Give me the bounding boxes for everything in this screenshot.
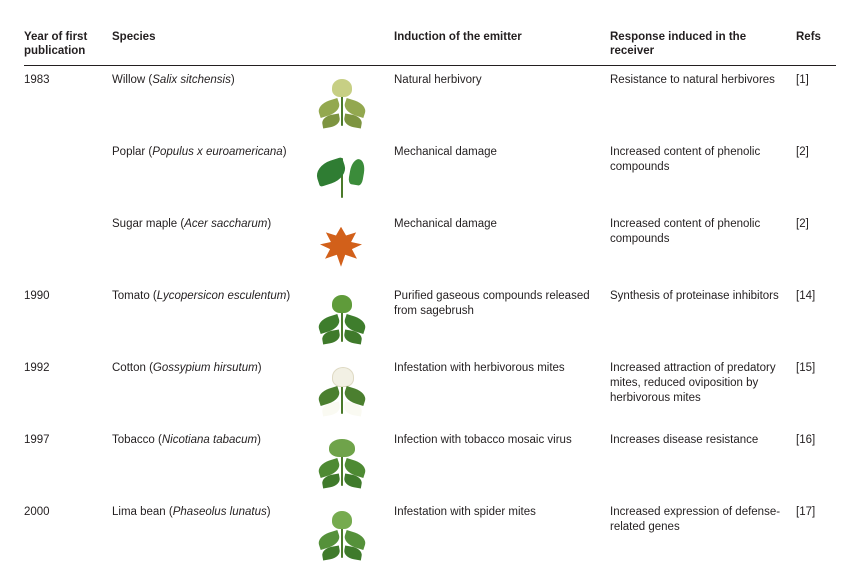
cell-year: 1997 [24, 433, 50, 446]
species-paren-close: ) [286, 289, 291, 302]
cell-induction: Mechanical damage [394, 217, 497, 230]
species-paren-close: ) [257, 361, 262, 374]
species-paren-close: ) [257, 433, 261, 446]
cell-refs[interactable]: [17] [796, 505, 816, 518]
cell-induction: Natural herbivory [394, 73, 482, 86]
cell-induction: Infestation with spider mites [394, 505, 536, 518]
species-latin-name: Nicotiana tabacum [161, 433, 258, 446]
cell-response: Increases disease resistance [610, 433, 759, 446]
species-latin-name: Gossypium hirsutum [152, 361, 258, 374]
column-header-response: Response induced in the receiver [610, 31, 747, 58]
table-row [24, 138, 836, 210]
species-paren-close: ) [266, 505, 271, 518]
cell-refs[interactable]: [2] [796, 217, 809, 230]
column-header-refs: Refs [796, 31, 821, 43]
column-header-year: Year of first publication [24, 31, 88, 58]
cell-year: 1983 [24, 73, 50, 86]
table-row [24, 426, 836, 498]
tobacco-plant-icon [314, 435, 370, 491]
cotton-plant-icon [314, 363, 370, 419]
cell-year: 1992 [24, 361, 50, 374]
cell-year: 1990 [24, 289, 50, 302]
table-row [24, 282, 836, 354]
cell-refs[interactable]: [15] [796, 361, 816, 374]
column-header-induction: Induction of the emitter [394, 31, 522, 43]
cell-year: 2000 [24, 505, 50, 518]
cell-response: Resistance to natural herbivores [610, 73, 775, 86]
cell-response: Increased expression of defense-related genes [610, 505, 781, 534]
cell-species [112, 426, 308, 498]
cell-image [308, 354, 394, 426]
cell-species [112, 354, 308, 426]
cell-induction: Mechanical damage [394, 145, 497, 158]
species-common-name: Cotton ( [112, 361, 153, 374]
cell-refs[interactable]: [14] [796, 289, 816, 302]
cell-response: Increased attraction of predatory mites, reduced oviposition by herbivorous mites [610, 361, 776, 405]
cell-response: Increased content of phenolic compounds [610, 145, 761, 174]
species-latin-name: Phaseolus lunatus [172, 505, 267, 518]
cell-year [24, 138, 112, 210]
table-row [24, 498, 836, 570]
lima-bean-plant-icon [314, 507, 370, 563]
species-paren-close: ) [230, 73, 235, 86]
cell-image [308, 282, 394, 354]
header-row [24, 30, 836, 65]
cell-refs[interactable]: [16] [796, 433, 816, 446]
cell-species [112, 138, 308, 210]
species-common-name: Lima bean ( [112, 505, 173, 518]
cell-image [308, 138, 394, 210]
species-latin-name: Salix sitchensis [152, 73, 231, 86]
table-row [24, 65, 836, 138]
publications-table [24, 30, 836, 570]
cell-induction: Purified gaseous compounds released from sagebrush [394, 289, 590, 318]
willow-plant-icon [314, 75, 370, 131]
cell-species [112, 498, 308, 570]
species-common-name: Tomato ( [112, 289, 157, 302]
cell-year [24, 210, 112, 282]
species-paren-close: ) [267, 217, 272, 230]
table-row [24, 354, 836, 426]
cell-image [308, 210, 394, 282]
cell-species [112, 65, 308, 138]
cell-response: Synthesis of proteinase inhibitors [610, 289, 779, 302]
species-common-name: Sugar maple ( [112, 217, 185, 230]
cell-refs[interactable]: [2] [796, 145, 809, 158]
species-common-name: Poplar ( [112, 145, 153, 158]
table-body [24, 65, 836, 570]
cell-image [308, 426, 394, 498]
cell-induction: Infestation with herbivorous mites [394, 361, 565, 374]
cell-image [308, 65, 394, 138]
maple-leaf-icon [314, 219, 370, 275]
cell-refs[interactable]: [1] [796, 73, 809, 86]
species-common-name: Tobacco ( [112, 433, 162, 446]
species-common-name: Willow ( [112, 73, 153, 86]
cell-species [112, 282, 308, 354]
species-latin-name: Lycopersicon esculentum [156, 289, 287, 302]
column-header-image [308, 30, 394, 65]
species-paren-close: ) [282, 145, 287, 158]
table-row [24, 210, 836, 282]
species-latin-name: Acer saccharum [184, 217, 268, 230]
cell-species [112, 210, 308, 282]
cell-image [308, 498, 394, 570]
species-latin-name: Populus x euroamericana [152, 145, 283, 158]
cell-response: Increased content of phenolic compounds [610, 217, 761, 246]
table-head [24, 30, 836, 65]
poplar-plant-icon [314, 147, 370, 203]
tomato-plant-icon [314, 291, 370, 347]
column-header-species: Species [112, 31, 156, 43]
cell-induction: Infection with tobacco mosaic virus [394, 433, 572, 446]
